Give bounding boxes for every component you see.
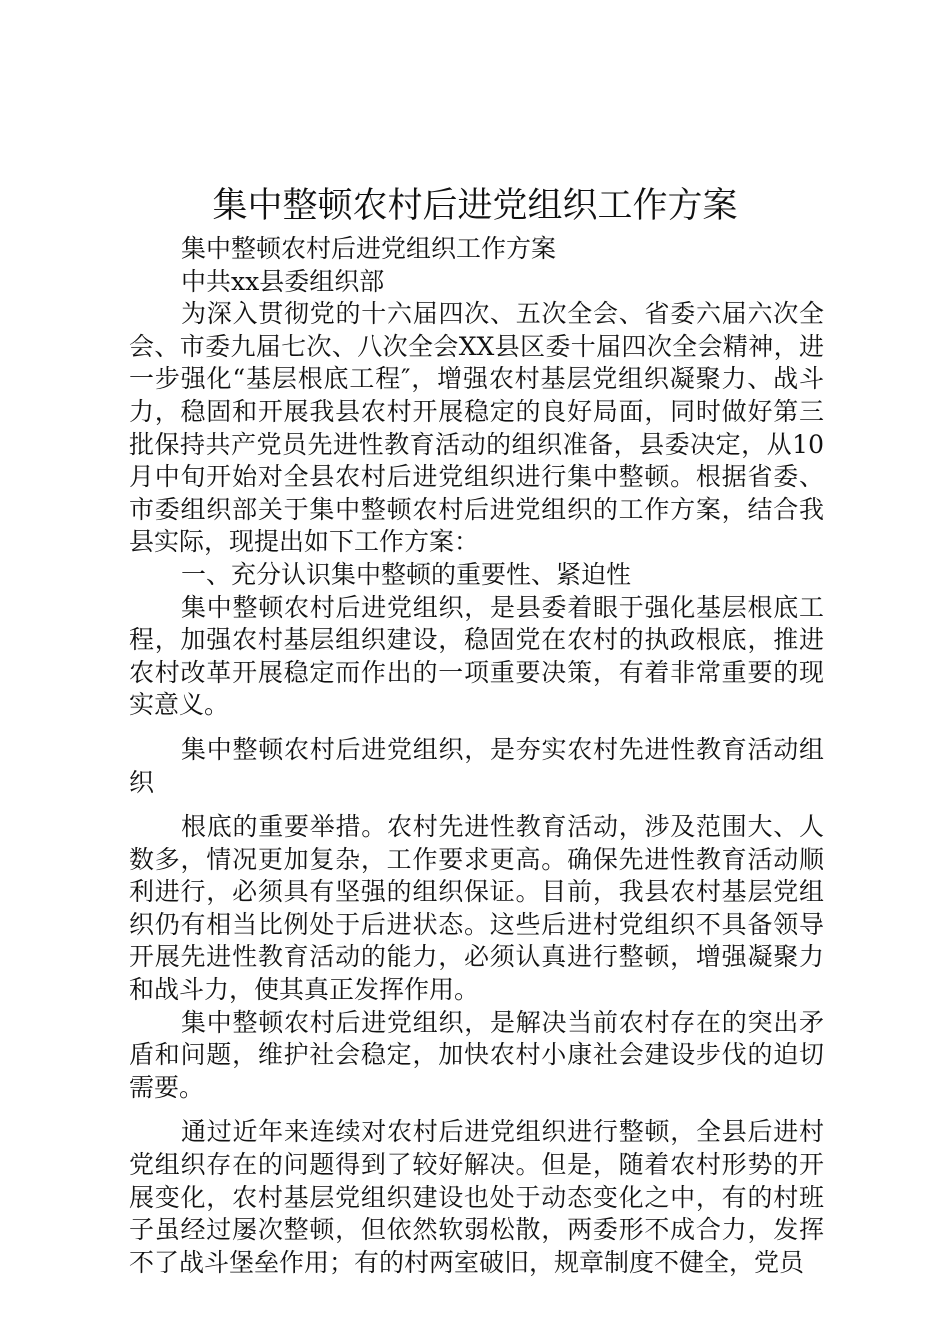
paragraph-foundation: 根底的重要举措。农村先进性教育活动，涉及范围大、人数多，情况更加复杂，工作要求更高。确保先进性教育活动顺利进行，必须具有坚强的组织保证。目前，我县农村基层党组织仍有相当比例处于后进状态。这些后进村党组织不具备领导开展先进性教育活动的能力，必须认真进行整顿，增强凝聚力和战斗力，使其真正发挥作用。 bbox=[129, 812, 824, 1005]
paragraph-urgency: 集中整顿农村后进党组织，是解决当前农村存在的突出矛盾和问题，维护社会稳定，加快农村小康社会建设步伐的迫切需要。 bbox=[129, 1007, 824, 1102]
paragraph-significance: 集中整顿农村后进党组织，是县委着眼于强化基层根底工程，加强农村基层组织建设，稳固党在农村的执政根底，推进农村改革开展稳定而作出的一项重要决策，有着非常重要的现实意义。 bbox=[129, 592, 824, 720]
document-body bbox=[129, 233, 824, 1279]
paragraph-issuer: 中共xx县委组织部 bbox=[181, 266, 385, 296]
document-title: 集中整顿农村后进党组织工作方案 bbox=[212, 186, 738, 226]
paragraph-subtitle: 集中整顿农村后进党组织工作方案 bbox=[181, 234, 557, 263]
paragraph-intro: 为深入贯彻党的十六届四次、五次全会、省委六届六次全会、市委九届七次、八次全会XX县区委十届四次全会精神，进一步强化“基层根底工程″，增强农村基层党组织凝聚力、战斗力，稳固和开展我县农村开展稳定的良好局面，同时做好第三批保持共产党员先进性教育活动的组织准备，县委决定，从10月中旬开始对全县农村后进党组织进行集中整顿。根据省委、市委组织部关于集中整顿农村后进党组织的工作方案，结合我县实际，现提出如下工作方案： bbox=[129, 299, 824, 557]
paragraph-foundation-lead: 集中整顿农村后进党组织，是夯实农村先进性教育活动组织 bbox=[129, 734, 824, 797]
paragraph-problems: 通过近年来连续对农村后进党组织进行整顿，全县后进村党组织存在的问题得到了较好解决。但是，随着农村形势的开展变化，农村基层党组织建设也处于动态变化之中，有的村班子虽经过屡次整顿，但依然软弱松散，两委形不成合力，发挥不了战斗堡垒作用；有的村两室破旧，规章制度不健全，党员 bbox=[129, 1117, 824, 1277]
section-heading-1: 一、充分认识集中整顿的重要性、紧迫性 bbox=[181, 559, 632, 589]
